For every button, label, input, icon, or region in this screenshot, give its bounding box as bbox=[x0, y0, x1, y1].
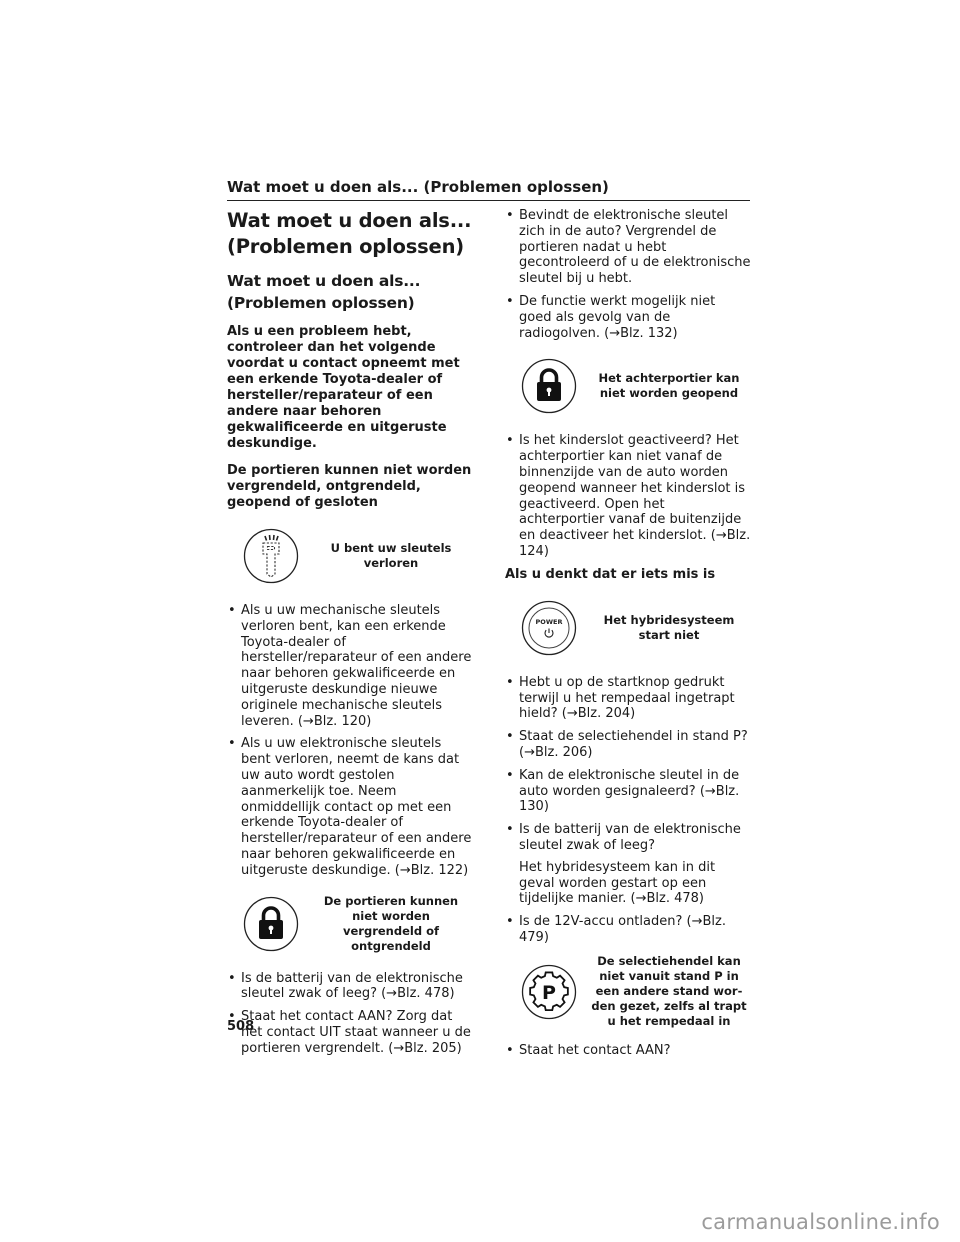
list-item: • Is het kinderslot geactiveerd? Het achterportier kan niet vanaf de binnenzijde van de auto worden geopend wanneer het kinderslot is geactiveerd. Open het achterportier vanaf de buitenzijde en deactiveer het kinderslot. (→Blz. 124) bbox=[505, 433, 751, 559]
section-title: Wat moet u doen als... (Problemen oplossen) bbox=[227, 272, 421, 312]
list-item: • Hebt u op de startknop gedrukt terwijl u het rempedaal ingetrapt hield? (→Blz. 204) bbox=[505, 675, 751, 722]
power-button-icon bbox=[521, 600, 577, 656]
list-item: • Staat het contact AAN? bbox=[505, 1043, 751, 1059]
list-item bbox=[505, 822, 751, 907]
power-label: POWER bbox=[535, 617, 563, 626]
subheading-problem: Als u denkt dat er iets mis is bbox=[505, 566, 716, 582]
list-item: • Staat het contact AAN? Zorg dat het contact UIT staat wanneer u de portieren vergrendelt. (→Blz. 205) bbox=[227, 1009, 473, 1056]
lock-icon bbox=[521, 358, 577, 414]
lock-icon bbox=[243, 896, 299, 952]
page-header: Wat moet u doen als... (Problemen oplossen) bbox=[227, 178, 750, 201]
key-icon bbox=[243, 528, 299, 584]
info-box-label: U bent uw sleutels verloren bbox=[330, 541, 452, 570]
intro-text: Als u een probleem hebt, controleer dan het volgende voordat u contact opneemt met een erkende Toyota-dealer of hersteller/reparateur of een andere naar behoren gekwalificeerde en uitgeruste deskundige. bbox=[227, 324, 460, 451]
right-column bbox=[505, 208, 751, 1066]
list-item: • Bevindt de elektronische sleutel zich in de auto? Vergrendel de portieren nadat u hebt gecontroleerd of u de elektronische sleutel bij u hebt. bbox=[505, 208, 751, 287]
left-column bbox=[227, 208, 473, 1064]
info-box-doors-lock bbox=[227, 893, 473, 955]
list-item: • Kan de elektronische sleutel in de auto worden gesignaleerd? (→Blz. 130) bbox=[505, 768, 751, 815]
info-box-hybrid-start bbox=[505, 597, 751, 659]
info-box-shift-lever bbox=[505, 953, 751, 1031]
list-item: • Is de 12V-accu ontladen? (→Blz. 479) bbox=[505, 914, 751, 946]
info-box-back-door bbox=[505, 355, 751, 417]
info-box-label: De portieren kunnen niet worden vergrendeld of ontgrendeld bbox=[323, 893, 459, 953]
info-box-label: Het achterportier kan niet worden geopend bbox=[598, 371, 740, 401]
park-label: P bbox=[542, 981, 556, 1004]
info-box-lost-keys bbox=[227, 525, 473, 587]
list-item: • Als u uw elektronische sleutels bent verloren, neemt de kans dat uw auto wordt gestolen aanmerkelijk toe. Neem onmiddellijk contact op met een erkende Toyota-dealer of hersteller/reparateur of een andere naar behoren gekwalificeerde en uitgeruste deskundige. (→Blz. 122) bbox=[227, 736, 473, 878]
list-item-note: Het hybridesysteem kan in dit geval worden gestart op een tijdelijke manier. (→Blz. 478) bbox=[519, 859, 716, 907]
info-box-label: De selectiehendel kan niet vanuit stand P in een andere stand wor- den gezet, zelfs al trapt u het rempedaal in bbox=[591, 954, 747, 1029]
list-item: • Als u uw mechanische sleutels verloren bent, kan een erkende Toyota-dealer of hersteller/reparateur of een andere naar behoren gekwalificeerde en uitgeruste deskundige nieuwe originele mechanische sleutels leveren. (→Blz. 120) bbox=[227, 603, 473, 729]
page-number: 508 bbox=[227, 1019, 255, 1034]
page-title: Wat moet u doen als... (Problemen oplossen) bbox=[227, 209, 472, 258]
list-item-text: Is de batterij van de elektronische sleutel zwak of leeg? bbox=[519, 822, 741, 853]
subheading-doors: De portieren kunnen niet worden vergrendeld, ontgrendeld, geopend of gesloten bbox=[227, 463, 472, 510]
list-item: • Staat de selectiehendel in stand P? (→Blz. 206) bbox=[505, 729, 751, 761]
list-item: • De functie werkt mogelijk niet goed als gevolg van de radiogolven. (→Blz. 132) bbox=[505, 294, 751, 341]
info-box-label: Het hybridesysteem start niet bbox=[603, 612, 735, 642]
park-gear-icon bbox=[521, 964, 577, 1020]
list-item: • Is de batterij van de elektronische sleutel zwak of leeg? (→Blz. 478) bbox=[227, 971, 473, 1003]
watermark: carmanualsonline.info bbox=[701, 1210, 940, 1234]
